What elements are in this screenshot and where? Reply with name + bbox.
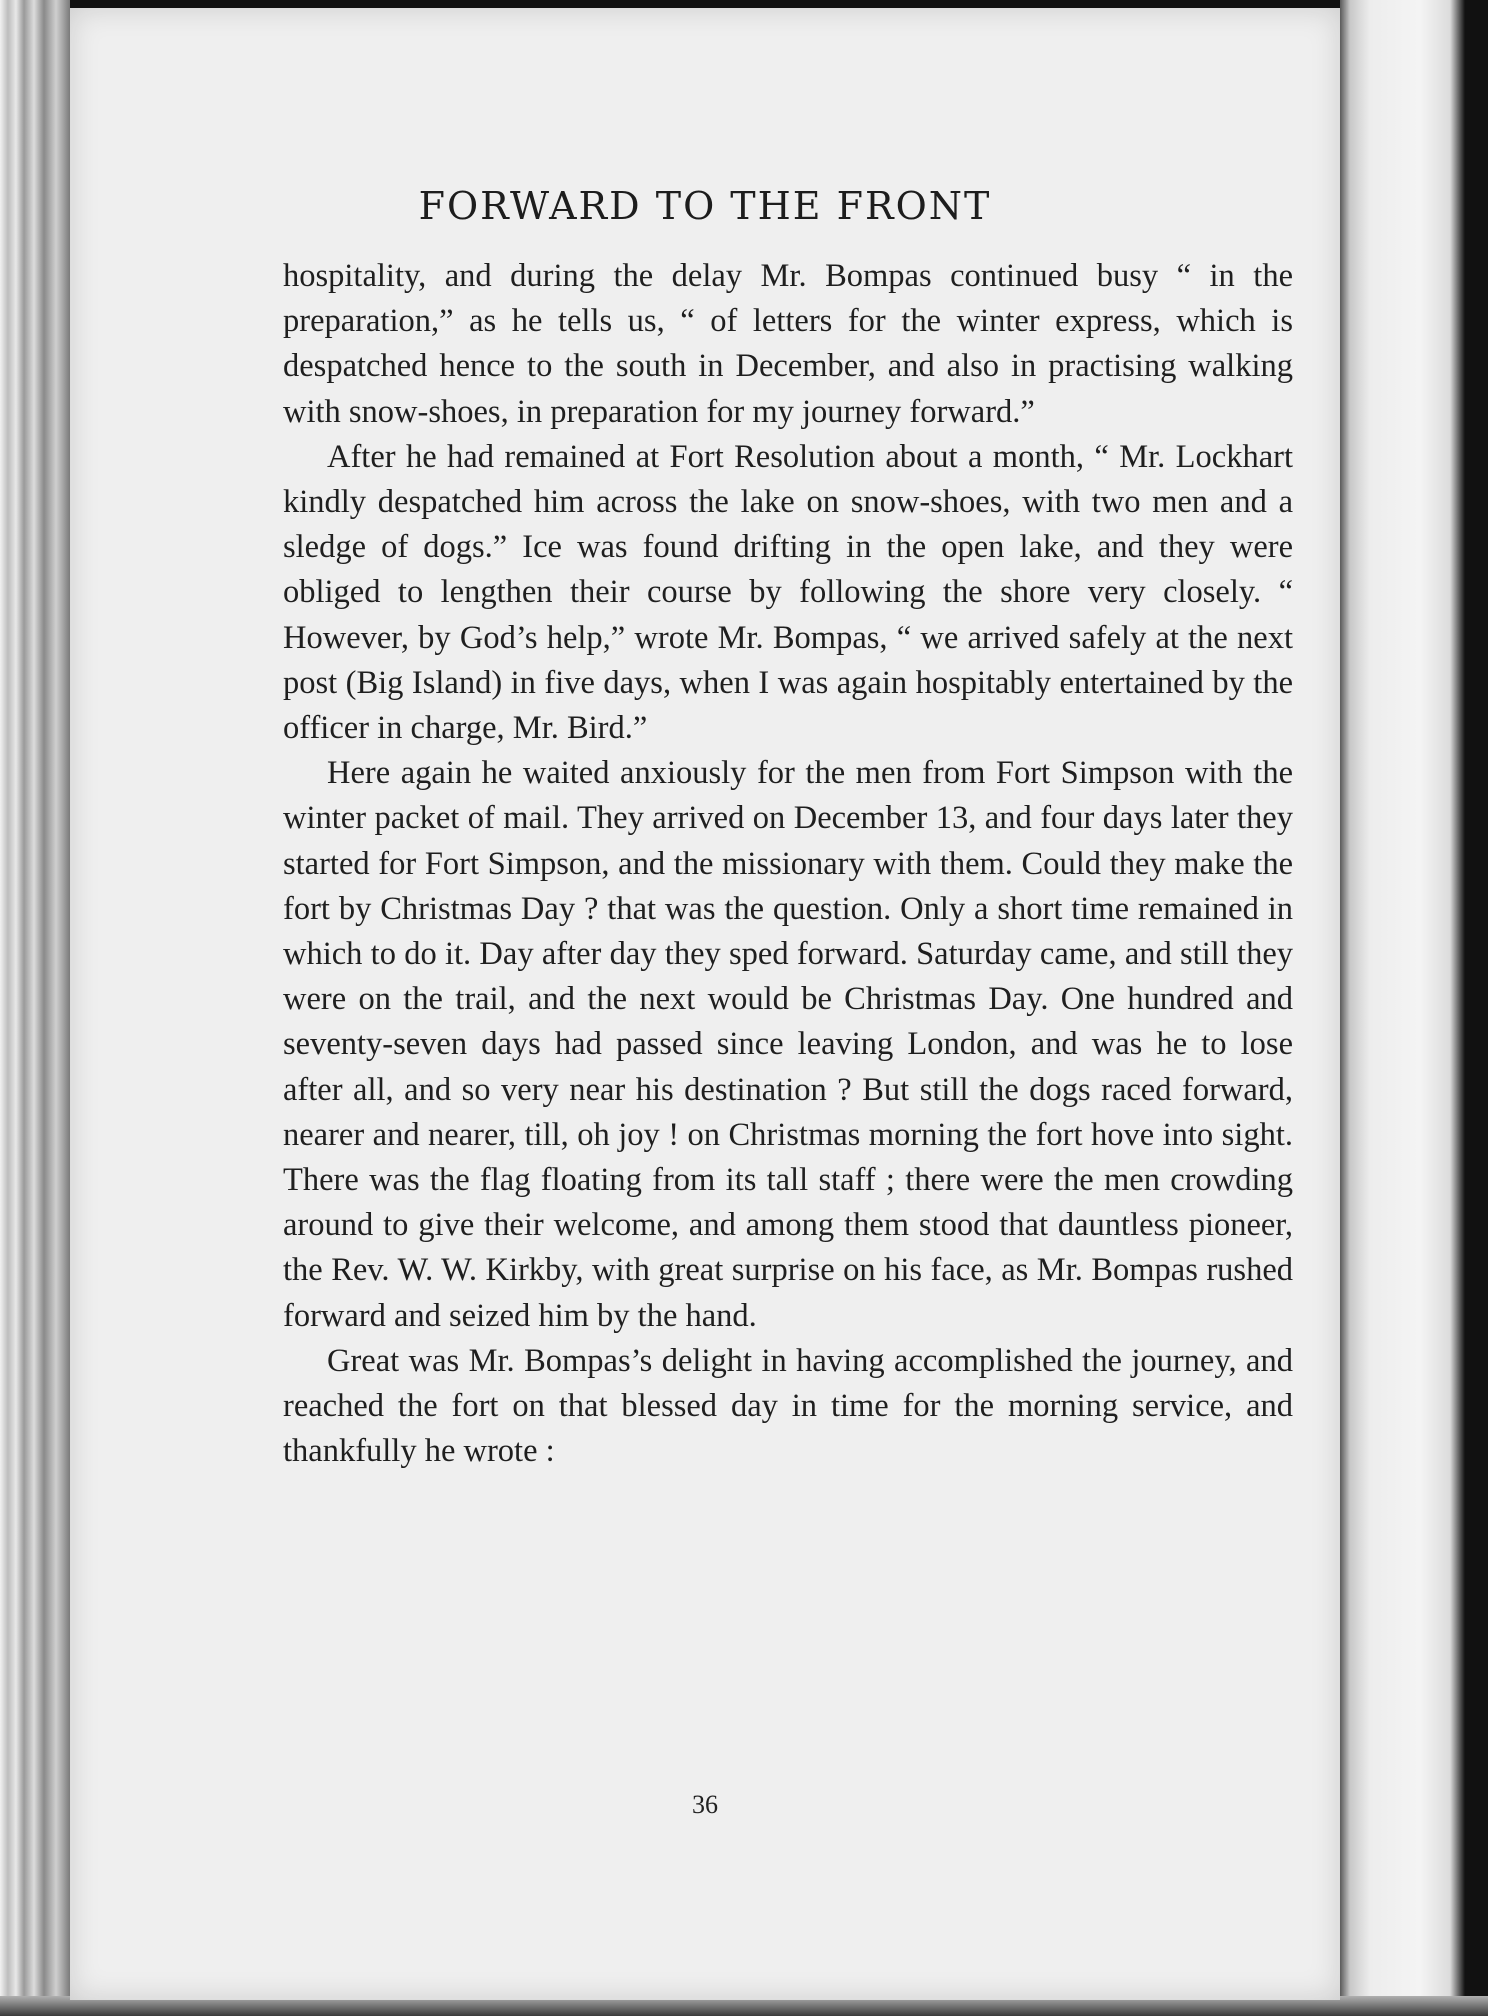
- paragraph-1: hospitality, and during the delay Mr. Bompas continued busy “ in the preparation,” as he tells us, “ of letters for the winter express, which is despatched hence to the south in December, and also in practising walking with snow-shoes, in preparation for my journey forward.”: [283, 258, 1293, 430]
- paragraph-3: Here again he waited anxiously for the men from Fort Simpson with the winter packet of mail. They arrived on December 13, and four days later they started for Fort Simpson, and the missionary with them. Could they make the fort by Christmas Day ? that was the question. Only a short time remained in which to do it. Day after day they sped forward. Saturday came, and still they were on the trail, and the next would be Christmas Day. One hundred and seventy-seven days had passed since leaving London, and was he to lose after all, and so very near his destination ? But still the dogs raced forward, nearer and nearer, till, oh joy ! on Christmas morning the fort hove into sight. There was the flag floating from its tall staff ; there were the men crowding around to give their welcome, and among them stood that dauntless pioneer, the Rev. W. W. Kirkby, with great surprise on his face, as Mr. Bompas rushed forward and seized him by the hand.: [283, 755, 1293, 1334]
- facing-page-edge: [1340, 0, 1488, 2016]
- book-page: [70, 8, 1340, 2000]
- body-text: [283, 254, 1293, 1474]
- paragraph-4: Great was Mr. Bompas’s delight in having accomplished the journey, and reached the fort on that blessed day in time for the morning service, and thankfully he wrote :: [283, 1342, 1293, 1470]
- book-spine-edge: [0, 0, 70, 2016]
- page-number: 36: [692, 1790, 718, 1819]
- running-head: FORWARD TO THE FRONT: [418, 184, 992, 228]
- paragraph-2: After he had remained at Fort Resolution about a month, “ Mr. Lockhart kindly despatched him across the lake on snow-shoes, with two men and a sledge of dogs.” Ice was found drifting in the open lake, and they were obliged to lengthen their course by following the shore very closely. “ However, by God’s help,” wrote Mr. Bompas, “ we arrived safely at the next post (Big Island) in five days, when I was again hospitably entertained by the officer in charge, Mr. Bird.”: [283, 438, 1293, 747]
